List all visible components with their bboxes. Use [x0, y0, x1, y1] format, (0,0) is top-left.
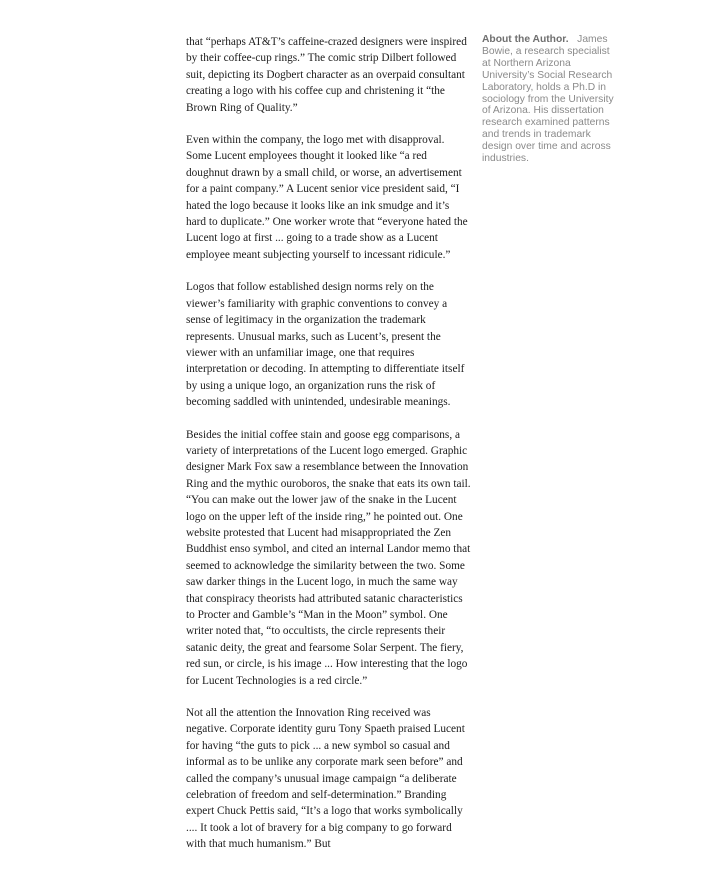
article-paragraph: Not all the attention the Innovation Ring received was negative. Corporate identity guru Tony Spaeth praised Lucent for having “the guts to pick ... a new symbol so casual and informal as to be unlike any corporate mark seen before” and called the company’s unusual image campaign “a deliberate celebration of freedom and self-determination.” Branding expert Chuck Pettis said, “It’s a logo that works symbolically .... It took a lot of bravery for a big company to go forward with that much humanism.” But — [186, 707, 465, 851]
article-paragraph: Logos that follow established design norms rely on the viewer’s familiarity with graphic conventions to convey a sense of legitimacy in the organization the trademark represents. Unusual marks, such as Lucent’s, present the viewer with an unfamiliar image, one that requires interpretation or decoding. In attempting to differentiate itself by using a unique logo, an organization runs the risk of becoming saddled with unintended, undesirable meanings. — [186, 281, 465, 409]
about-author-heading: About the Author. — [482, 34, 569, 45]
about-author-sidebar — [482, 34, 616, 165]
article-paragraph: Besides the initial coffee stain and goose egg comparisons, a variety of interpretations of the Lucent logo emerged. Graphic designer Mark Fox saw a resemblance between the Innovation Ring and the mythic ouroboros, the snake that eats its own tail. “You can make out the lower jaw of the snake in the Lucent logo on the upper left of the inside ring,” he pointed out. One website protested that Lucent had misappropriated the Zen Buddhist enso symbol, and cited an internal Landor memo that seemed to acknowledge the similarity between the two. Some saw darker things in the Lucent logo, in much the same way that conspiracy theorists had attributed satanic characteristics to Procter and Gamble’s “Man in the Moon” symbol. One writer noted that, “to occultists, the circle represents their satanic deity, the great and fearsome Solar Serpent. The fiery, red sun, or circle, is his image ... How interesting that the logo for Lucent Technologies is a red circle.” — [186, 428, 471, 687]
about-author-text: James Bowie, a research specialist at Northern Arizona University’s Social Research Laboratory, holds a Ph.D in sociology from the University of Arizona. His dissertation research examined patterns and trends in trademark design over time and across industries. — [482, 34, 614, 165]
article-paragraph: Even within the company, the logo met with disapproval. Some Lucent employees thought it looked like “a red doughnut drawn by a small child, or worse, an advertisement for a paint company.” A Lucent senior vice president said, “I hated the logo because it looks like an ink smudge and it’s hard to duplicate.” One worker wrote that “everyone hated the Lucent logo at first ... going to a trade show as a Lucent employee meant subjecting yourself to incessant ridicule.” — [186, 134, 468, 261]
article-body — [186, 34, 472, 869]
article-paragraph: that “perhaps AT&T’s caffeine-crazed designers were inspired by their coffee-cup rings.” The comic strip Dilbert followed suit, depicting its Dogbert character as an overpaid consultant creating a logo with his coffee cup and christening it “the Brown Ring of Quality.” — [186, 36, 467, 114]
